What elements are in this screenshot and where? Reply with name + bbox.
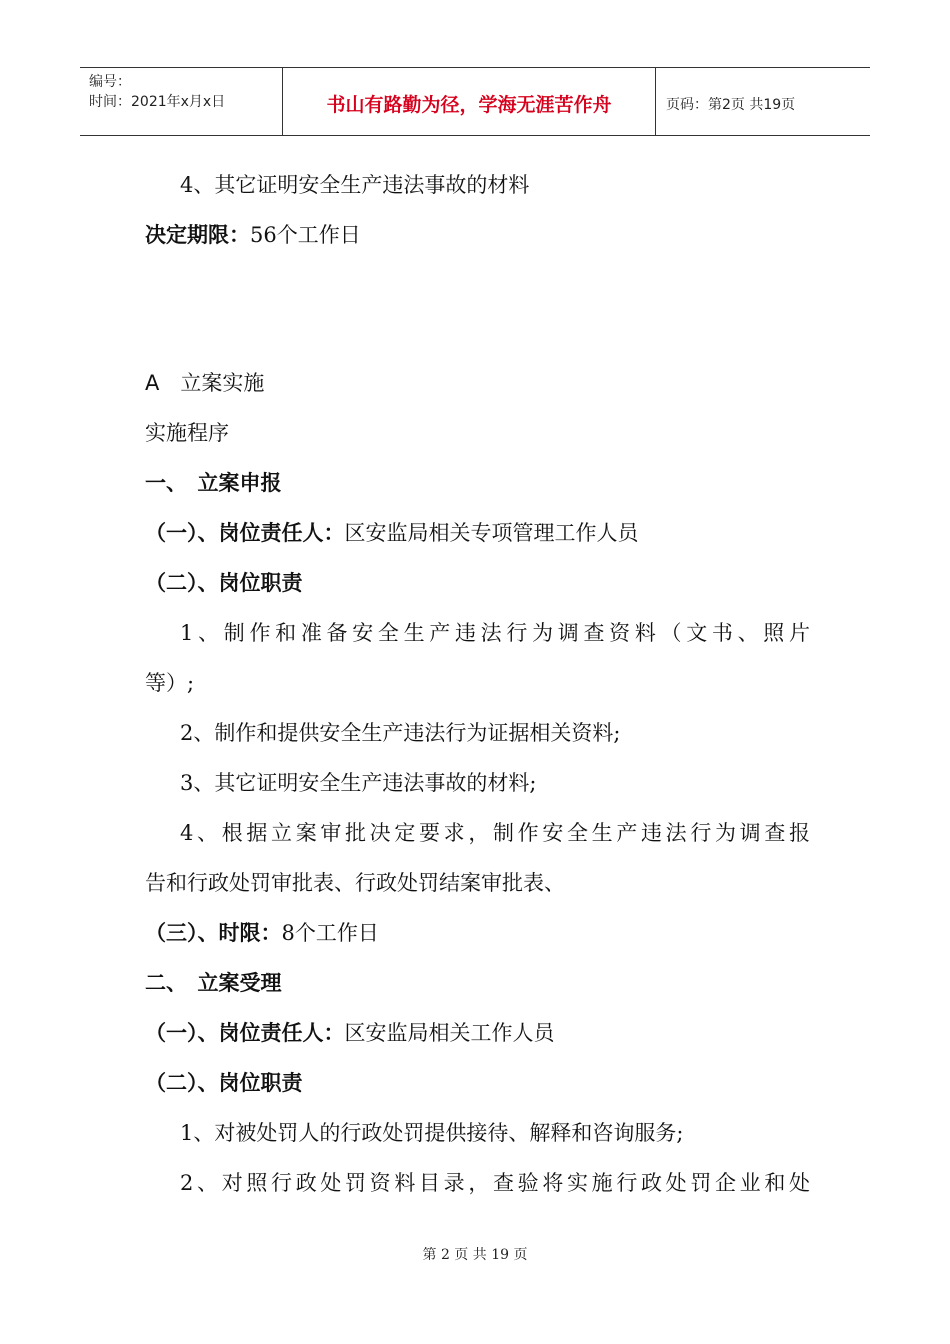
paragraph-line: 3、其它证明安全生产违法事故的材料; (180, 771, 537, 795)
paragraph-line: 1、制作和准备安全生产违法行为调查资料（文书、照片 (180, 621, 810, 645)
duties-heading: （二）、岗位职责 (145, 571, 303, 595)
header-time: 时间：2021年x月x日 (89, 94, 226, 110)
responsible-person (145, 1008, 810, 1058)
header-page-info: 页码：第2页 共19页 (666, 96, 796, 113)
responsible-person-label: （一）、岗位责任人： (145, 1021, 345, 1045)
responsible-person-value: 区安监局相关工作人员 (344, 1021, 555, 1045)
spacer (145, 260, 810, 358)
page-header (80, 67, 870, 136)
paragraph-line: 1、对被处罚人的行政处罚提供接待、解释和咨询服务; (180, 1121, 684, 1145)
decision-deadline-label: 决定期限： (145, 223, 250, 247)
paragraph-line: 2、对照行政处罚资料目录，查验将实施行政处罚企业和处 (180, 1171, 810, 1195)
time-limit-value: 8个工作日 (281, 921, 379, 945)
subsection-heading: 实施程序 (145, 421, 229, 445)
responsible-person-value: 区安监局相关专项管理工作人员 (344, 521, 639, 545)
page-footer: 第 2 页 共 19 页 (422, 1247, 528, 1263)
paragraph-line: 4、根据立案审批决定要求，制作安全生产违法行为调查报 (180, 821, 810, 845)
paragraph-line: 告和行政处罚审批表、行政处罚结案审批表、 (145, 871, 565, 895)
section-heading: A 立案实施 (145, 371, 265, 395)
paragraph-line: 等）; (145, 671, 195, 695)
responsible-person-label: （一）、岗位责任人： (145, 521, 345, 545)
paragraph-line: 2、制作和提供安全生产违法行为证据相关资料; (180, 721, 621, 745)
step-heading-1: 一、 立案申报 (145, 471, 282, 495)
header-motto: 书山有路勤为径，学海无涯苦作舟 (283, 68, 656, 135)
time-limit (145, 908, 810, 958)
decision-deadline-value: 56个工作日 (250, 223, 361, 247)
document-body (145, 160, 810, 1208)
duties-heading: （二）、岗位职责 (145, 1071, 303, 1095)
step-heading-2: 二、 立案受理 (145, 971, 282, 995)
header-number: 编号： (89, 74, 131, 90)
decision-deadline (145, 210, 810, 260)
responsible-person (145, 508, 810, 558)
paragraph-line: 4、其它证明安全生产违法事故的材料 (180, 173, 530, 197)
time-limit-label: （三）、时限： (145, 921, 282, 945)
header-meta (80, 68, 283, 135)
